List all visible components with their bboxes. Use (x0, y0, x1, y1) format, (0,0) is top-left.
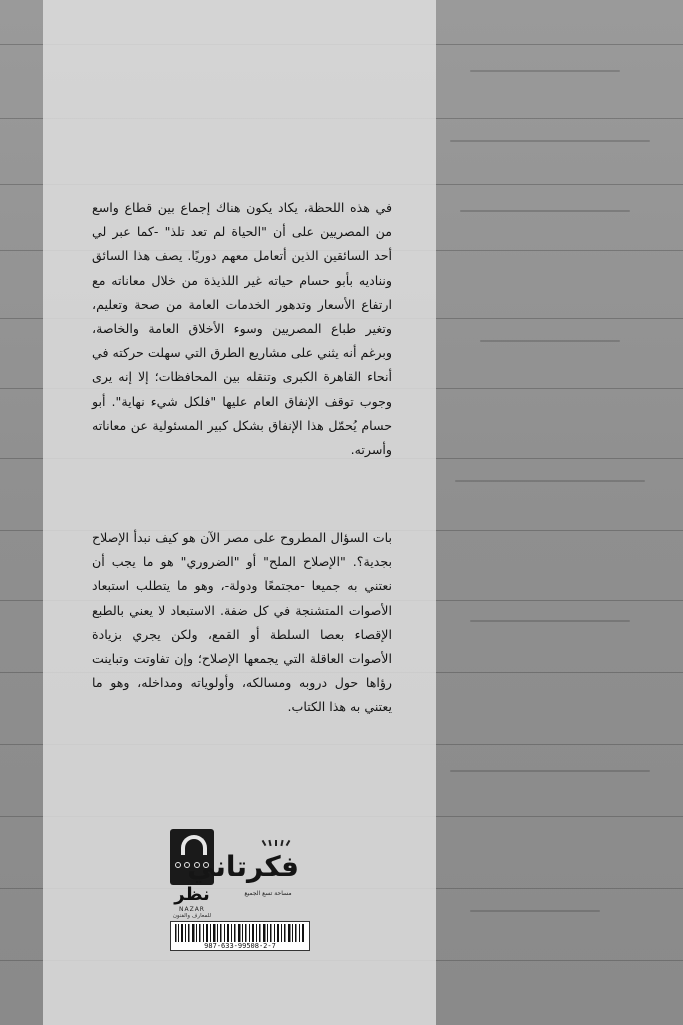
isbn-number: 987-633-99508-2-7 (204, 942, 276, 950)
blurb-paragraph-2: بات السؤال المطروح على مصر الآن هو كيف نبدأ الإصلاح بجدية؟. "الإصلاح الملح" أو "الضروري" هو ما يجب أن نعتني به جميعا -مجتمعًا ودولة-، وهو ما يتطلب استبعاد الأصوات المتشنجة في كل ضفة. الاستبعاد لا يعني بالطبع الإقصاء بعصا السلطة أو القمع، ولكن يجري بزيادة الأصوات العاقلة التي يجمعها الإصلاح؛ وإن تفاوتت وتباينت رؤاها حول دروبه ومسالكه، وأولوياته ومداخله، وهو ما يعتني به هذا الكتاب. (92, 530, 392, 715)
bg-handwriting (480, 340, 620, 342)
blurb-paragraph-1: في هذه اللحظة، يكاد يكون هناك إجماع بين قطاع واسع من المصريين على أن "الحياة لم تعد تلذ" -كما عبر لي أحد السائقين الذين أتعامل معهم دوريًا. يصف هذا السائق ونناديه بأبو حسام حياته غير اللذيذة من خلال معاناته مع ارتفاع الأسعار وتدهور الخدمات العامة من صحة وتعليم، وتغير طباع المصريين وسوء الأخلاق العامة والخاصة، وبرغم أنه يثني على مشاريع الطرق التي سهلت حركته في أنحاء القاهرة الكبرى وتنقله بين المحافظات؛ إلا إنه يرى وجوب توقف الإنفاق العام عليها "فلكل شيء نهاية". أبو حسام يُحمّل هذا الإنفاق بشكل كبير المسئولية عن معاناته وأسرته. (92, 200, 392, 458)
bg-handwriting (470, 620, 630, 622)
isbn-barcode (170, 921, 310, 951)
barcode-bars (175, 924, 305, 942)
nazar-latin-name: NAZAR (179, 906, 205, 913)
nazar-name: نظر (174, 884, 210, 905)
bg-handwriting (450, 770, 650, 772)
fikr-tagline: مساحة تسع الجميع (244, 890, 292, 897)
bg-handwriting (450, 140, 650, 142)
bg-handwriting (470, 70, 620, 72)
nazar-tagline: للمعارف والفنون (172, 913, 212, 919)
bg-handwriting (470, 910, 600, 912)
fikr-name: فكرتاني (187, 850, 299, 883)
sun-rays-icon (261, 836, 289, 846)
bg-handwriting (455, 480, 645, 482)
bg-handwriting (460, 210, 630, 212)
